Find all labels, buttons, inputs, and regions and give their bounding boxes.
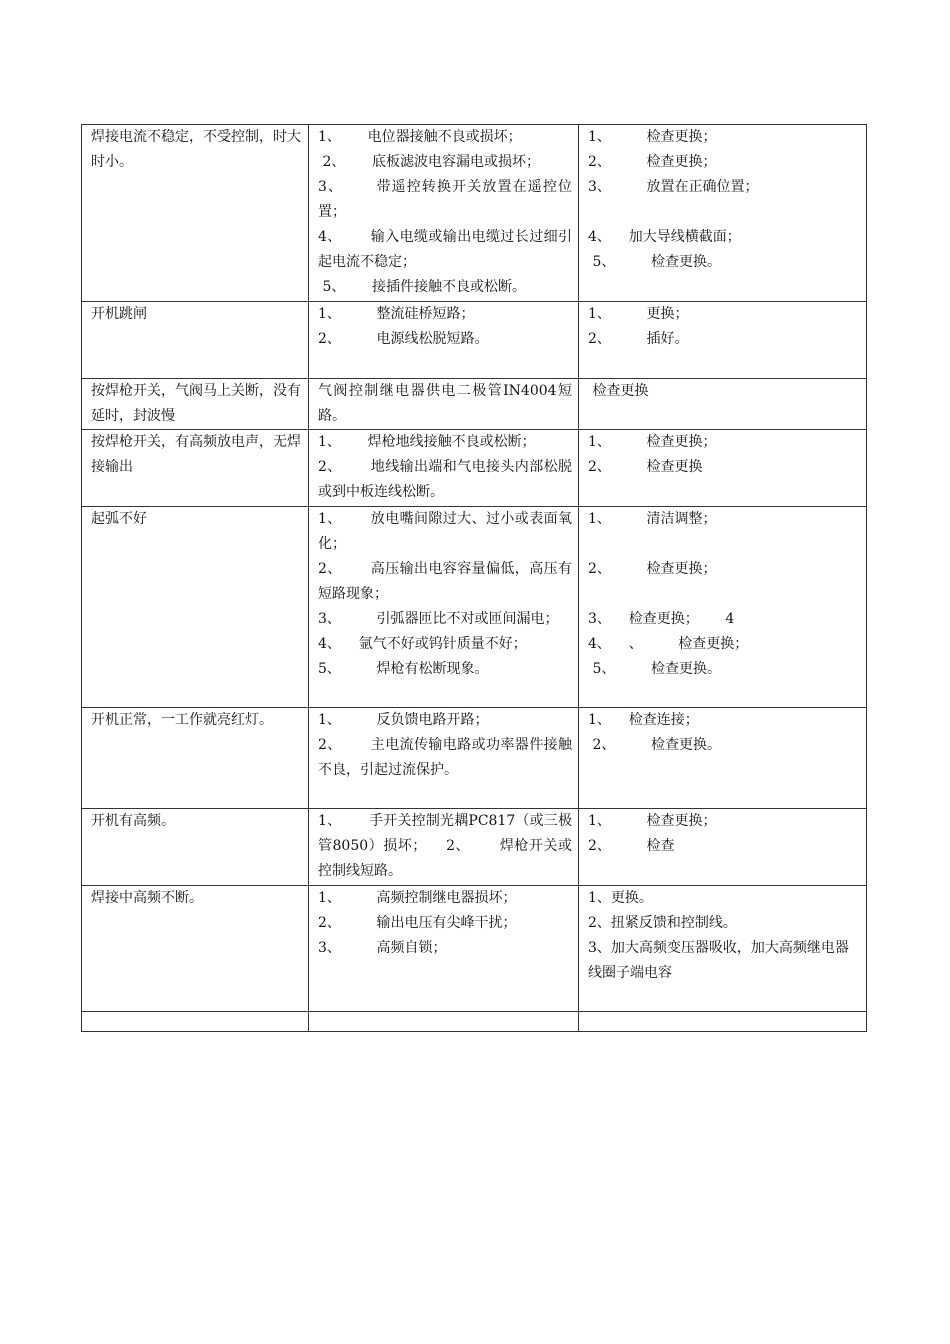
fix-cell xyxy=(579,708,867,809)
table-row xyxy=(82,430,867,507)
cause-line: 2、 高压输出电容容量偏低，高压有短路现象； xyxy=(318,561,572,602)
cause-line: 5、 焊枪有松断现象。 xyxy=(318,661,489,677)
fix-line: 1、 检查更换； xyxy=(588,434,717,450)
fix-cell xyxy=(579,507,867,708)
fix-line xyxy=(588,582,860,607)
fix-line: 1、 检查更换； xyxy=(588,129,717,145)
symptom-cell xyxy=(82,125,309,302)
fix-line: 1、 更换； xyxy=(588,306,689,322)
table-row xyxy=(82,886,867,1012)
cause-cell xyxy=(309,1012,579,1032)
symptom-text: 按焊枪开关，气阀马上关断，没有延时，封波慢 xyxy=(91,383,301,424)
cause-cell xyxy=(309,809,579,886)
fix-cell xyxy=(579,430,867,507)
cause-cell xyxy=(309,430,579,507)
fix-line: 2、 检查更换； xyxy=(588,154,717,170)
cause-line: 3、 引弧器匝比不对或匝间漏电； xyxy=(318,611,559,627)
table-row xyxy=(82,379,867,430)
fix-line: 2、 检查更换。 xyxy=(588,737,721,753)
cause-line: 4、 氩气不好或钨针质量不好； xyxy=(318,636,527,652)
table-row xyxy=(82,302,867,379)
symptom-cell xyxy=(82,302,309,379)
fix-line: 1、 检查更换； xyxy=(588,813,717,829)
cause-line: 2、 输出电压有尖峰干扰； xyxy=(318,915,517,931)
symptom-cell xyxy=(82,708,309,809)
fix-cell xyxy=(579,809,867,886)
fix-line: 4、 加大导线横截面； xyxy=(588,229,741,245)
fix-line: 1、 清洁调整； xyxy=(588,511,717,527)
cause-cell xyxy=(309,886,579,1012)
cause-line: 1、 高频控制继电器损坏； xyxy=(318,890,517,906)
fix-line: 3、 检查更换； 4 xyxy=(588,611,735,627)
fix-line: 2、 插好。 xyxy=(588,331,689,347)
fix-line xyxy=(588,200,860,225)
symptom-cell xyxy=(82,507,309,708)
fix-line: 3、加大高频变压器吸收，加大高频继电器线圈子端电容 xyxy=(588,940,849,981)
fix-line: 2、 检查更换 xyxy=(588,459,703,475)
cause-line: 2、 底板滤波电容漏电或损坏； xyxy=(318,154,541,170)
symptom-text: 起弧不好 xyxy=(91,511,147,527)
table-row xyxy=(82,507,867,708)
table-row xyxy=(82,809,867,886)
cause-line: 4、 输入电缆或输出电缆过长过细引起电流不稳定； xyxy=(318,229,572,270)
symptom-text: 按焊枪开关，有高频放电声，无焊接输出 xyxy=(91,434,301,475)
fix-line: 3、 放置在正确位置； xyxy=(588,179,759,195)
table-row xyxy=(82,708,867,809)
cause-line: 3、 高频自锁； xyxy=(318,940,447,956)
cause-line: 1、 反负馈电路开路； xyxy=(318,712,489,728)
cause-cell xyxy=(309,302,579,379)
fault-table-body xyxy=(82,125,867,1032)
cause-cell xyxy=(309,708,579,809)
cause-cell xyxy=(309,125,579,302)
fix-cell xyxy=(579,125,867,302)
fix-cell xyxy=(579,886,867,1012)
cause-line: 2、 地线输出端和气电接头内部松脱或到中板连线松断。 xyxy=(318,459,572,500)
symptom-text: 焊接电流不稳定，不受控制，时大时小。 xyxy=(91,129,301,170)
cause-line: 1、 手开关控制光耦PC817（或三极管8050）损坏； 2、 焊枪开关或控制线短路。 xyxy=(318,813,572,879)
symptom-cell xyxy=(82,379,309,430)
symptom-text: 开机跳闸 xyxy=(91,306,147,322)
cause-line: 1、 放电嘴间隙过大、过小或表面氧化； xyxy=(318,511,572,552)
cause-line: 气阀控制继电器供电二极管IN4004短路。 xyxy=(318,383,572,424)
fix-line: 1、更换。 xyxy=(588,890,653,906)
symptom-text: 开机正常，一工作就亮红灯。 xyxy=(91,712,273,728)
fault-table xyxy=(81,124,867,1032)
fix-line: 1、 检查连接； xyxy=(588,712,699,728)
table-row xyxy=(82,125,867,302)
fix-line: 5、 检查更换。 xyxy=(588,254,721,270)
cause-line: 1、 焊枪地线接触不良或松断； xyxy=(318,434,536,450)
symptom-text: 焊接中高频不断。 xyxy=(91,890,203,906)
cause-line: 2、 电源线松脱短路。 xyxy=(318,331,489,347)
empty-row xyxy=(82,1012,867,1032)
fix-line: 4、 、 检查更换； xyxy=(588,636,749,652)
cause-cell xyxy=(309,507,579,708)
fix-line: 5、 检查更换。 xyxy=(588,661,721,677)
cause-cell xyxy=(309,379,579,430)
cause-line: 2、 主电流传输电路或功率器件接触不良，引起过流保护。 xyxy=(318,737,572,778)
symptom-cell xyxy=(82,886,309,1012)
fix-cell xyxy=(579,302,867,379)
fix-line xyxy=(588,532,860,557)
cause-line: 1、 电位器接触不良或损坏； xyxy=(318,129,522,145)
fix-cell xyxy=(579,1012,867,1032)
symptom-cell xyxy=(82,809,309,886)
fix-line: 2、扭紧反馈和控制线。 xyxy=(588,915,737,931)
symptom-cell xyxy=(82,430,309,507)
fix-line: 2、 检查更换； xyxy=(588,561,717,577)
cause-line: 1、 整流硅桥短路； xyxy=(318,306,475,322)
fix-cell xyxy=(579,379,867,430)
cause-line: 5、 接插件接触不良或松断。 xyxy=(318,279,527,295)
fix-line: 2、 检查 xyxy=(588,838,675,854)
fix-line: 检查更换 xyxy=(588,383,649,399)
symptom-text: 开机有高频。 xyxy=(91,813,175,829)
cause-line: 3、 带遥控转换开关放置在遥控位置； xyxy=(318,179,572,220)
symptom-cell xyxy=(82,1012,309,1032)
